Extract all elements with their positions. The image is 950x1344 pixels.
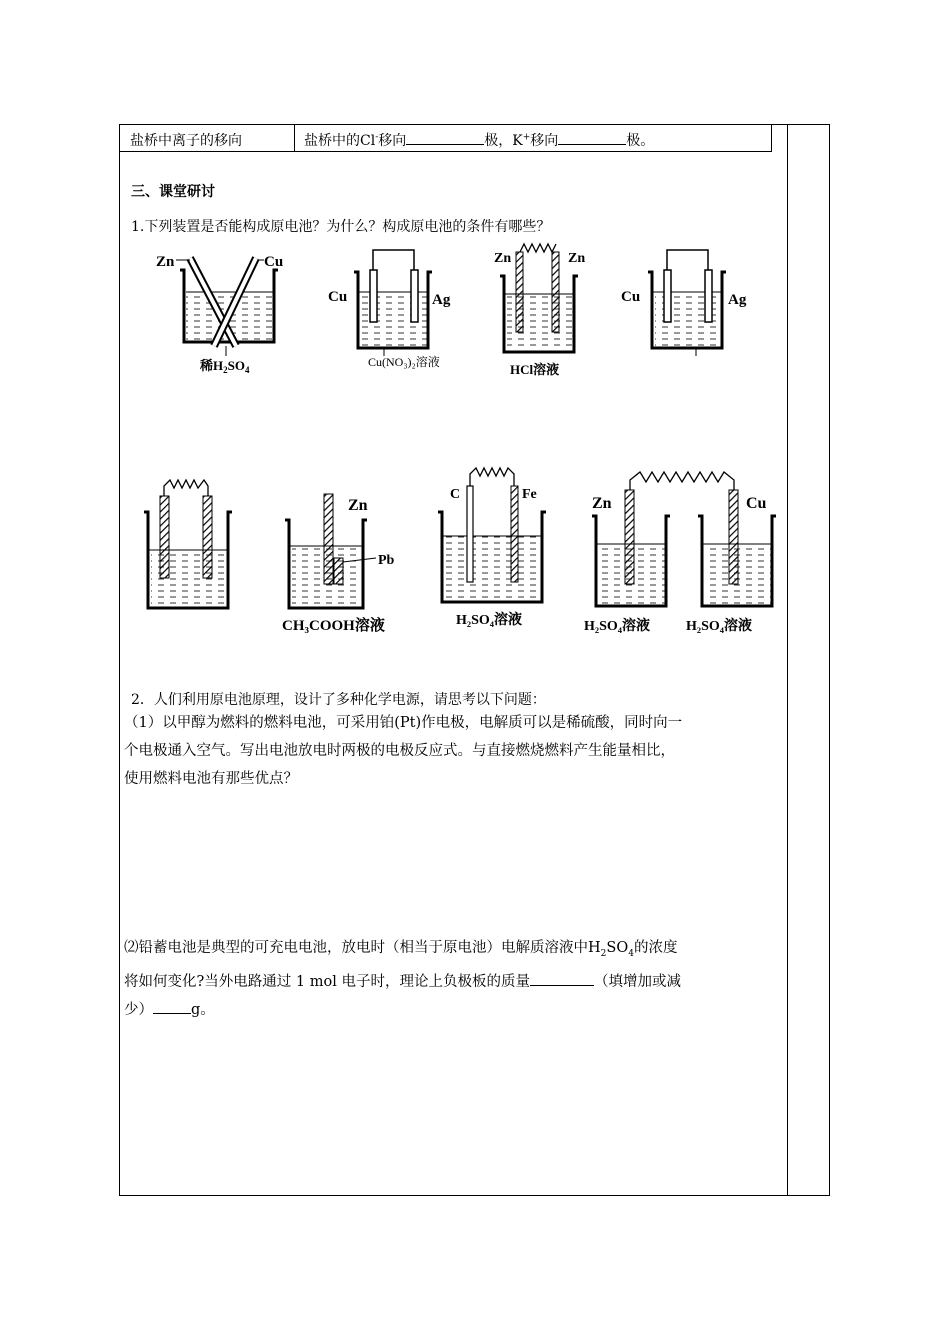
diagram-7 [438, 468, 546, 628]
d2-solution-label: Cu(NO₃)₂溶液 [368, 355, 440, 369]
d1-right-label: Cu [264, 254, 284, 270]
d8-solution-label-1: H₂SO₄溶液 [584, 619, 650, 634]
row-divider [294, 124, 295, 151]
d6-solution-label: CH₃COOH溶液 [282, 618, 385, 634]
diagram-3 [494, 244, 585, 377]
d4-right-label: Ag [728, 292, 747, 308]
d7-right-label: Fe [522, 487, 537, 502]
diagram-1 [156, 254, 283, 375]
question-2-part-2 [124, 934, 784, 1024]
d2-left-label: Cu [328, 289, 348, 305]
question-2-part-1 [124, 709, 784, 793]
d3-right-label: Zn [568, 251, 586, 266]
answer-blank-1[interactable] [406, 130, 484, 145]
d1-solution-label: 稀$H_2SO_4$ [200, 358, 250, 375]
d7-left-label: C [450, 487, 461, 502]
d7-solution-label: H₂SO₄溶液 [456, 613, 522, 628]
d6-top-label: Zn [348, 497, 368, 514]
d1-left-label: Zn [156, 254, 175, 270]
diagram-6 [282, 494, 395, 634]
cl-move-text: 移向 [378, 133, 407, 149]
d3-left-label: Zn [494, 251, 512, 266]
k-text: 极，K [484, 133, 523, 149]
d6-side-label: Pb [378, 553, 395, 568]
diagrams [0, 240, 950, 660]
q2-p1-line3: 使用燃料电池有那些优点？ [124, 771, 298, 787]
d3-solution-label: HCl溶液 [510, 362, 560, 377]
row-label: 盐桥中离子的移向 [130, 133, 242, 149]
q2-p1-line1: （1）以甲醇为燃料的燃料电池，可采用铂(Pt)作电极，电解质可以是稀硫酸，同时向一 [124, 715, 683, 731]
q2-p2-line3: 少） g。 [124, 996, 784, 1024]
q2-p1-line2: 个电极通入空气。写出电池放电时两极的电极反应式。与直接燃烧燃料产生能量相比， [124, 743, 675, 759]
k-sup: + [522, 132, 531, 143]
d8-right-label: Cu [746, 495, 767, 512]
cl-text: 盐桥中的Cl [304, 133, 376, 149]
answer-blank-4[interactable] [153, 999, 191, 1014]
question-1: 1.下列装置是否能构成原电池？为什么？构成原电池的条件有哪些？ [131, 219, 551, 235]
question-2-intro: 2．人们利用原电池原理，设计了多种化学电源，请思考以下问题： [131, 692, 546, 708]
diagram-4 [621, 250, 747, 356]
d4-left-label: Cu [621, 289, 641, 305]
d8-left-label: Zn [592, 495, 612, 512]
diagram-8 [584, 472, 776, 634]
row-content [304, 130, 654, 150]
q2-p2-line1: ⑵铅蓄电池是典型的可充电电池，放电时（相当于原电池）电解质溶液中$H_2SO_4$的浓度 [124, 940, 678, 959]
d8-solution-label-2: H₂SO₄溶液 [686, 619, 752, 634]
row-end-text: 极。 [626, 133, 655, 149]
cl-sup: - [375, 132, 379, 143]
d2-right-label: Ag [432, 292, 451, 308]
diagram-5 [144, 480, 232, 608]
k-move-text: 移向 [530, 133, 559, 149]
answer-blank-2[interactable] [558, 130, 626, 145]
section-title: 三、课堂研讨 [131, 184, 215, 200]
answer-blank-3[interactable] [530, 971, 594, 986]
diagram-2 [328, 250, 451, 369]
q2-p2-line2: 将如何变化?当外电路通过 1 mol 电子时，理论上负极板的质量 （填增加或减 [124, 968, 784, 996]
